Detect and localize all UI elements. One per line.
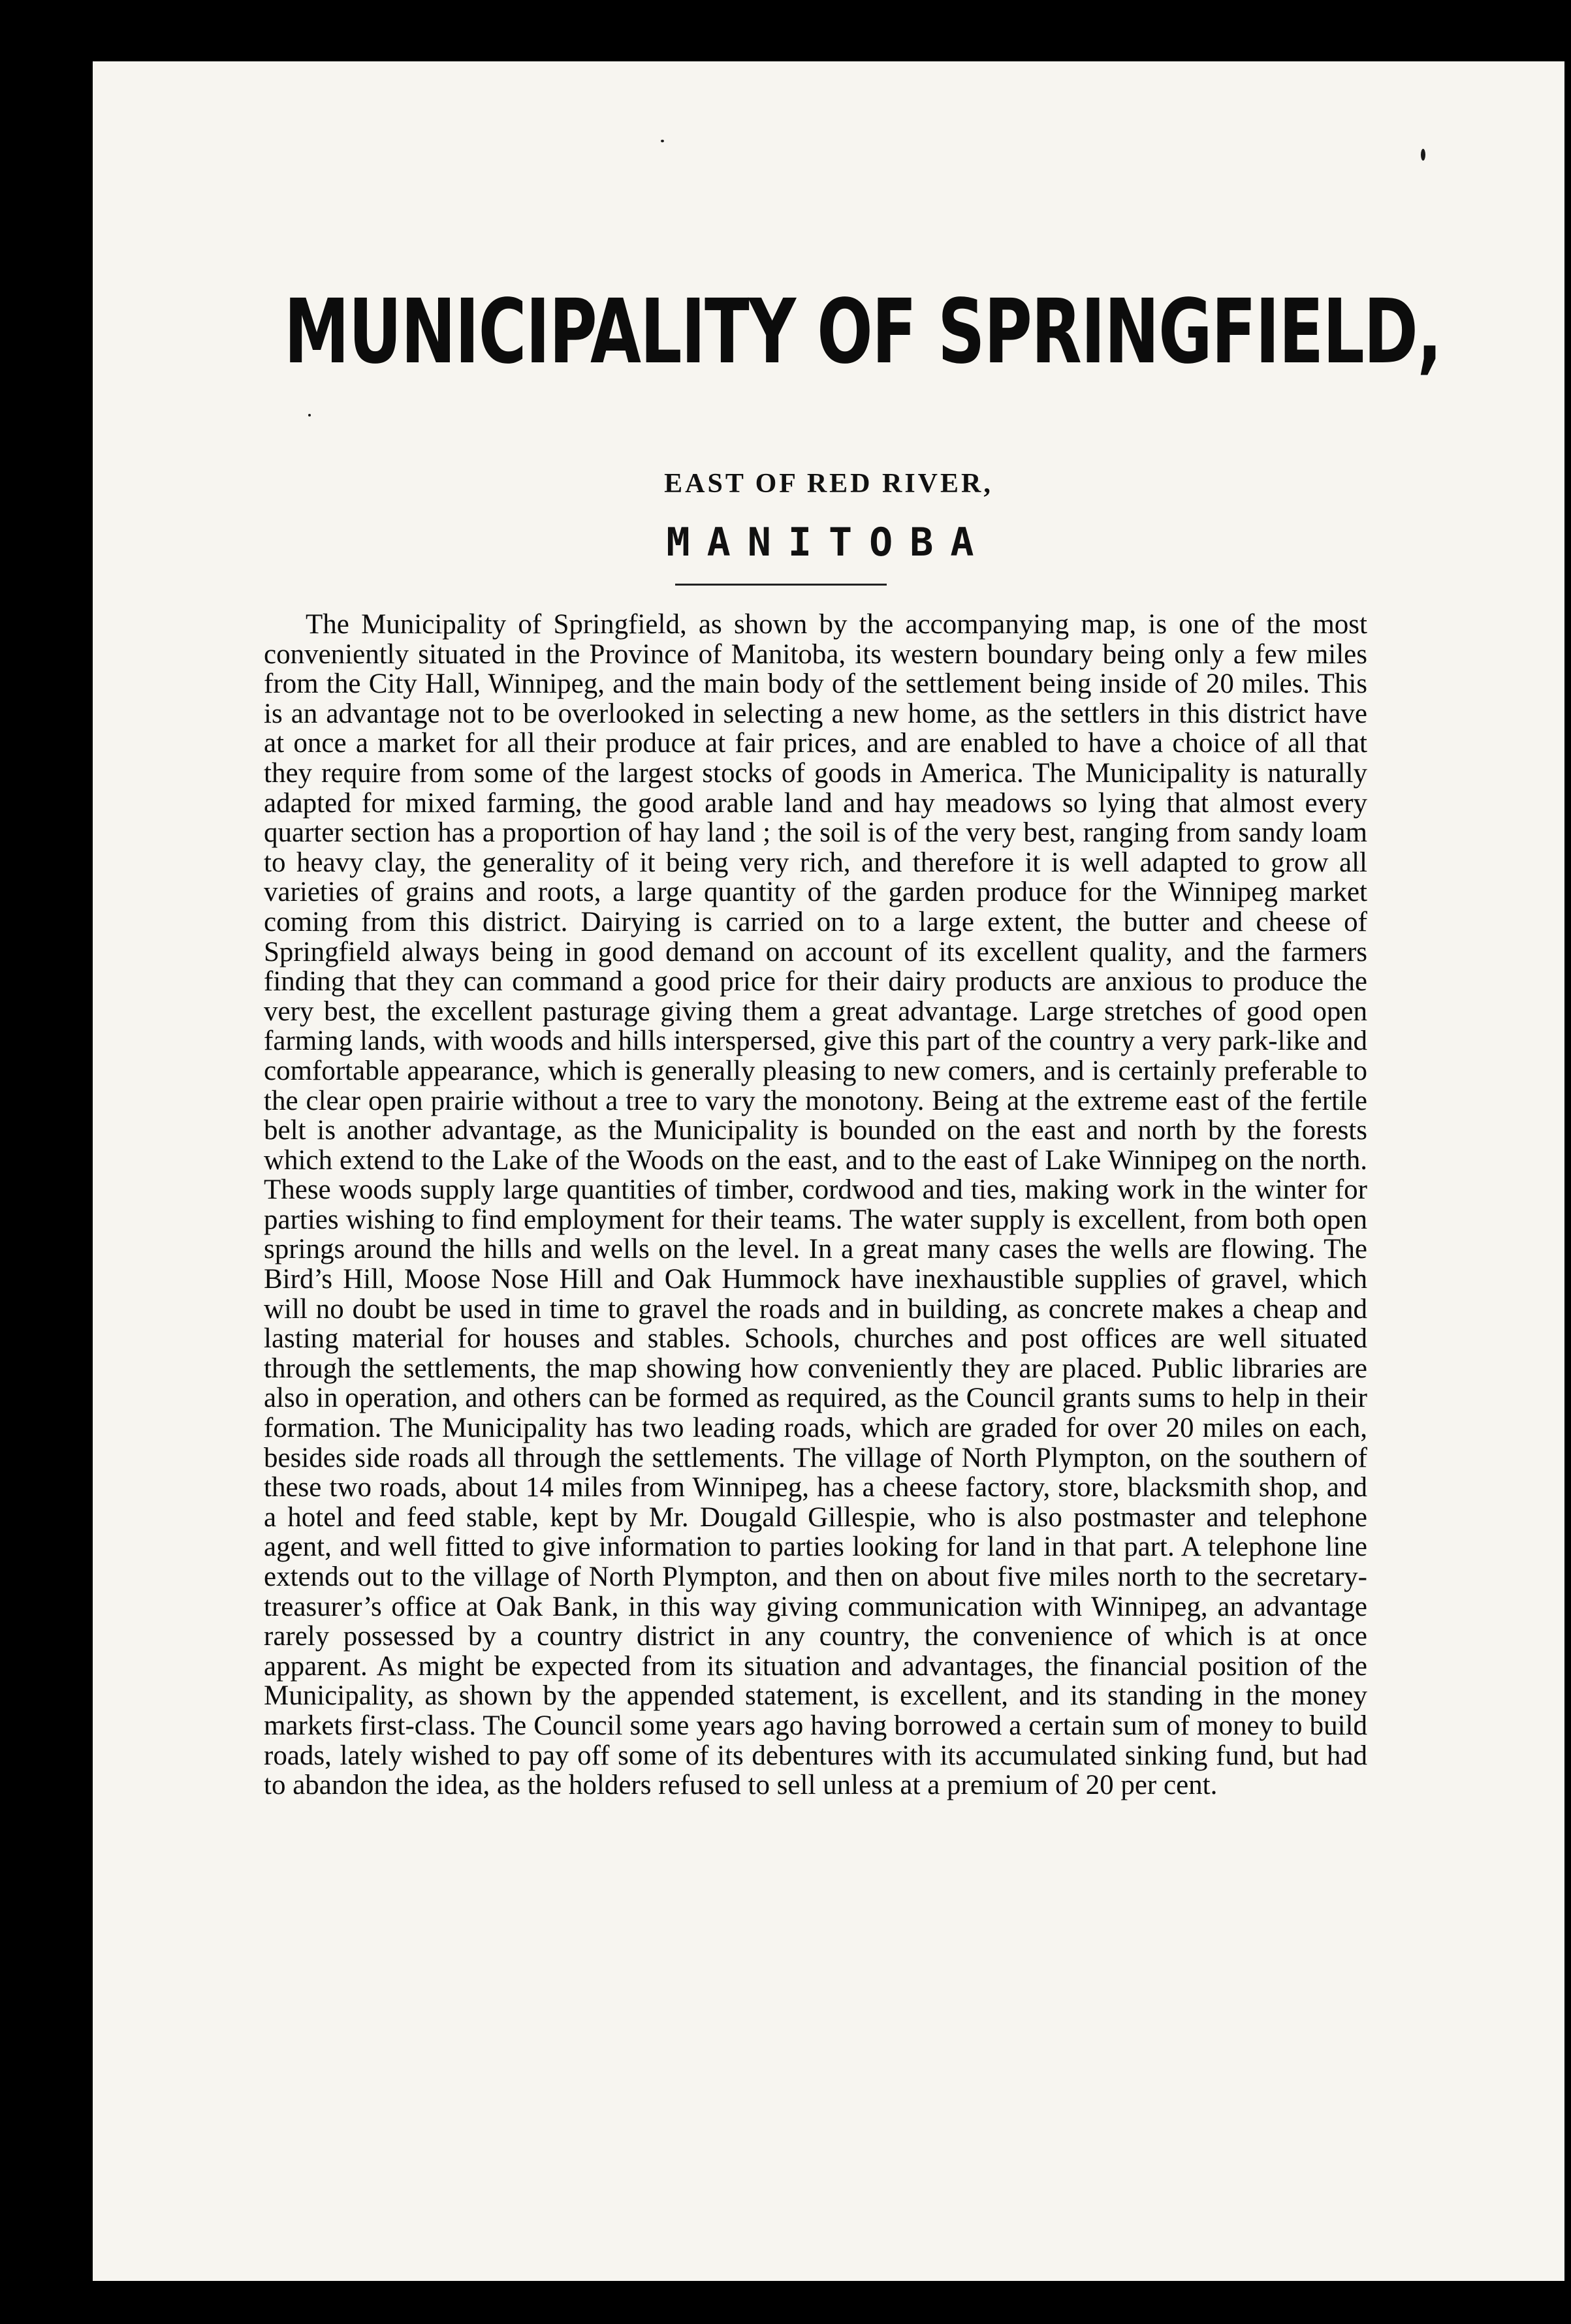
printed-page xyxy=(93,61,1564,2281)
ink-speck xyxy=(308,414,311,416)
divider-rule xyxy=(675,584,887,586)
body-paragraph: The Municipality of Springfield, as shown by the accompanying map, is one of the most conveniently situated in the Province of Manitoba, its western boundary being only a few miles from the City Hall, Winnipeg, and the main body of the settlement being inside of 20 miles. This is an advantage not to be overlooked in selecting a new home, as the settlers in this district have at once a market for all their produce at fair prices, and are enabled to have a choice of all that they require from some of the largest stocks of goods in America. The Municipality is naturally adapted for mixed farming, the good arable land and hay meadows so lying that almost every quarter section has a proportion of hay land ; the soil is of the very best, ranging from sandy loam to heavy clay, the generality of it being very rich, and therefore it is well adapted to grow all varieties of grains and roots, a large quantity of the garden produce for the Winnipeg market coming from this district. Dairying is carried on to a large extent, the butter and cheese of Springfield always being in good demand on account of its excellent quality, and the farmers finding that they can command a good price for their dairy products are anxious to produce the very best, the excellent pasturage giving them a great advantage. Large stretches of good open farming lands, with woods and hills interspersed, give this part of the country a very park-like and comfortable appearance, which is generally pleasing to new comers, and is certainly preferable to the clear open prairie without a tree to vary the monotony. Being at the extreme east of the fertile belt is another advantage, as the Municipality is bounded on the east and north by the forests which extend to the Lake of the Woods on the east, and to the east of Lake Winnipeg on the north. These woods supply large quantities of timber, cordwood and ties, making work in the winter for parties wishing to find employment for their teams. The water supply is excellent, from both open springs around the hills and wells on the level. In a great many cases the wells are flowing. The Bird’s Hill, Moose Nose Hill and Oak Hummock have inexhaustible supplies of gravel, which will no doubt be used in time to gravel the roads and in building, as concrete makes a cheap and lasting material for houses and stables. Schools, churches and post offices are well situated through the settlements, the map showing how conveniently they are placed. Public libraries are also in operation, and others can be formed as required, as the Council grants sums to help in their formation. The Municipality has two leading roads, which are graded for over 20 miles on each, besides side roads all through the settlements. The village of North Plympton, on the southern of these two roads, about 14 miles from Winnipeg, has a cheese factory, store, blacksmith shop, and a hotel and feed stable, kept by Mr. Dougald Gillespie, who is also postmaster and telephone agent, and well fitted to give information to parties looking for land in that part. A telephone line extends out to the village of North Plympton, and then on about five miles north to the secretary-treasurer’s office at Oak Bank, in this way giving communication with Winnipeg, an advantage rarely possessed by a country district in any country, the convenience of which is at once apparent. As might be expected from its situation and advantages, the financial position of the Municipality, as shown by the appended statement, is excellent, and its standing in the money markets first-class. The Council some years ago having borrowed a certain sum of money to build roads, lately wished to pay off some of its debentures with its accumulated sinking fund, but had to abandon the idea, as the holders refused to sell unless at a premium of 20 per cent. xyxy=(264,609,1367,1801)
ink-speck xyxy=(1421,149,1425,161)
document-title: MUNICIPALITY OF SPRINGFIELD, xyxy=(284,281,1442,384)
ink-speck xyxy=(661,140,664,142)
province-heading: MANITOBA xyxy=(666,520,991,565)
document-subtitle: EAST OF RED RIVER, xyxy=(664,469,993,499)
